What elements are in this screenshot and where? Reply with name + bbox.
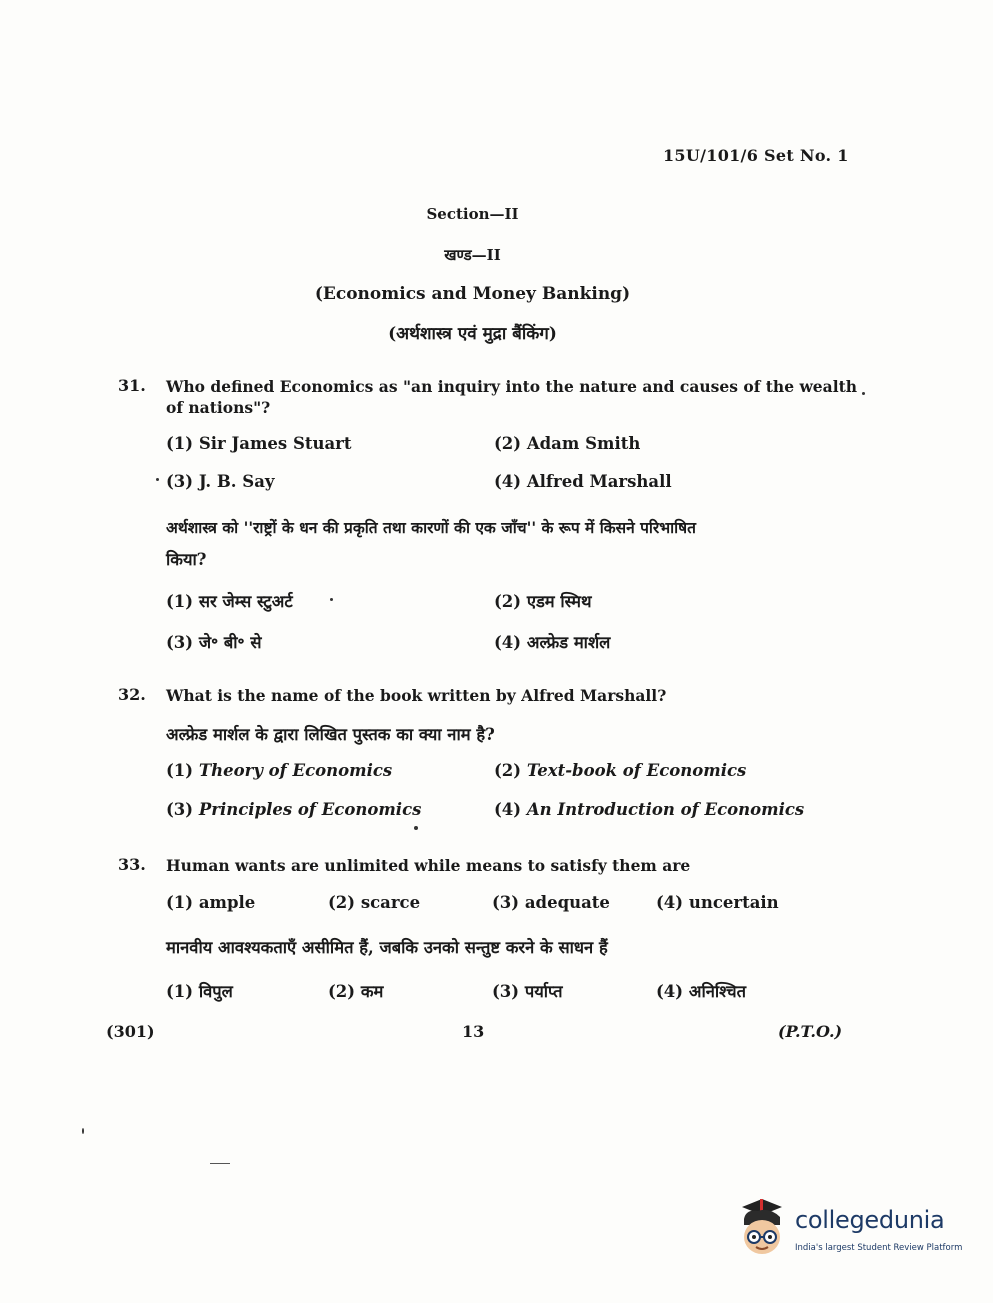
option-number: (4) (494, 800, 522, 819)
option-2: (2) Adam Smith (494, 434, 641, 453)
option-text: Text-book of Economics (526, 761, 747, 780)
question-text-line: Who defined Economics as "an inquiry into the nature and causes of the wealth (166, 377, 858, 396)
question-text-hindi: अल्फ्रेड मार्शल के द्वारा लिखित पुस्तक का क्या नाम है? (166, 725, 495, 744)
option-4-hindi: (4) अल्फ्रेड मार्शल (494, 633, 611, 652)
option-text: Principles of Economics (198, 800, 422, 819)
option-1-hindi: (1) विपुल (166, 982, 233, 1001)
option-number: (1) (166, 761, 194, 780)
section-title-hindi: खण्ड—II (444, 246, 501, 264)
question-text-hindi-line: अर्थशास्त्र को ''राष्ट्रों के धन की प्रकृति तथा कारणों की एक जाँच'' के रूप में किसने परिभाषित (166, 518, 696, 537)
page-number: 13 (462, 1022, 485, 1041)
option-2-hindi: (2) कम (328, 982, 384, 1001)
subject-title-hindi: (अर्थशास्त्र एवं मुद्रा बैंकिंग) (388, 324, 557, 344)
option-2-hindi: (2) एडम स्मिथ (494, 592, 592, 611)
question-text-hindi-line: किया? (166, 550, 207, 569)
option-number: (2) (494, 761, 522, 780)
section-title: Section—II (426, 205, 519, 223)
pto-label: (P.T.O.) (778, 1022, 843, 1041)
question-text: What is the name of the book written by Alfred Marshall? (166, 686, 667, 705)
brand-name: collegedunia (795, 1206, 945, 1234)
option-1 (166, 761, 392, 780)
option-3 (166, 800, 421, 819)
option-3: (3) J. B. Say (166, 472, 275, 491)
paper-code: (301) (106, 1022, 155, 1041)
scan-speck (414, 826, 418, 830)
scan-speck (82, 1128, 84, 1134)
option-4: (4) Alfred Marshall (494, 472, 672, 491)
mascot-icon (736, 1197, 794, 1259)
option-4-hindi: (4) अनिश्चित (656, 982, 747, 1001)
scan-speck (330, 598, 333, 601)
option-4 (494, 800, 804, 819)
option-number: (3) (166, 800, 194, 819)
question-text (166, 376, 856, 418)
set-number: 15U/101/6 Set No. 1 (663, 146, 849, 165)
scan-speck (862, 392, 865, 395)
option-1: (1) ample (166, 893, 256, 912)
option-2 (494, 761, 746, 780)
option-3-hindi: (3) जे॰ बी॰ से (166, 633, 262, 652)
brand-tagline: India's largest Student Review Platform (795, 1243, 963, 1253)
question-number: 32. (118, 685, 146, 704)
option-4: (4) uncertain (656, 893, 779, 912)
question-text-line: of nations"? (166, 398, 271, 417)
option-text: An Introduction of Economics (526, 800, 805, 819)
scan-speck (210, 1163, 230, 1164)
question-number: 31. (118, 376, 146, 395)
option-1-hindi: (1) सर जेम्स स्टुअर्ट (166, 592, 293, 611)
option-3-hindi: (3) पर्याप्त (492, 982, 563, 1001)
question-text-hindi: मानवीय आवश्यकताएँ असीमित हैं, जबकि उनको सन्तुष्ट करने के साधन हैं (166, 938, 608, 957)
scan-speck (156, 478, 159, 481)
option-2: (2) scarce (328, 893, 421, 912)
question-text: Human wants are unlimited while means to satisfy them are (166, 856, 691, 875)
subject-title: (Economics and Money Banking) (314, 284, 631, 304)
option-3: (3) adequate (492, 893, 610, 912)
option-text: Theory of Economics (198, 761, 393, 780)
option-1: (1) Sir James Stuart (166, 434, 352, 453)
question-number: 33. (118, 855, 146, 874)
